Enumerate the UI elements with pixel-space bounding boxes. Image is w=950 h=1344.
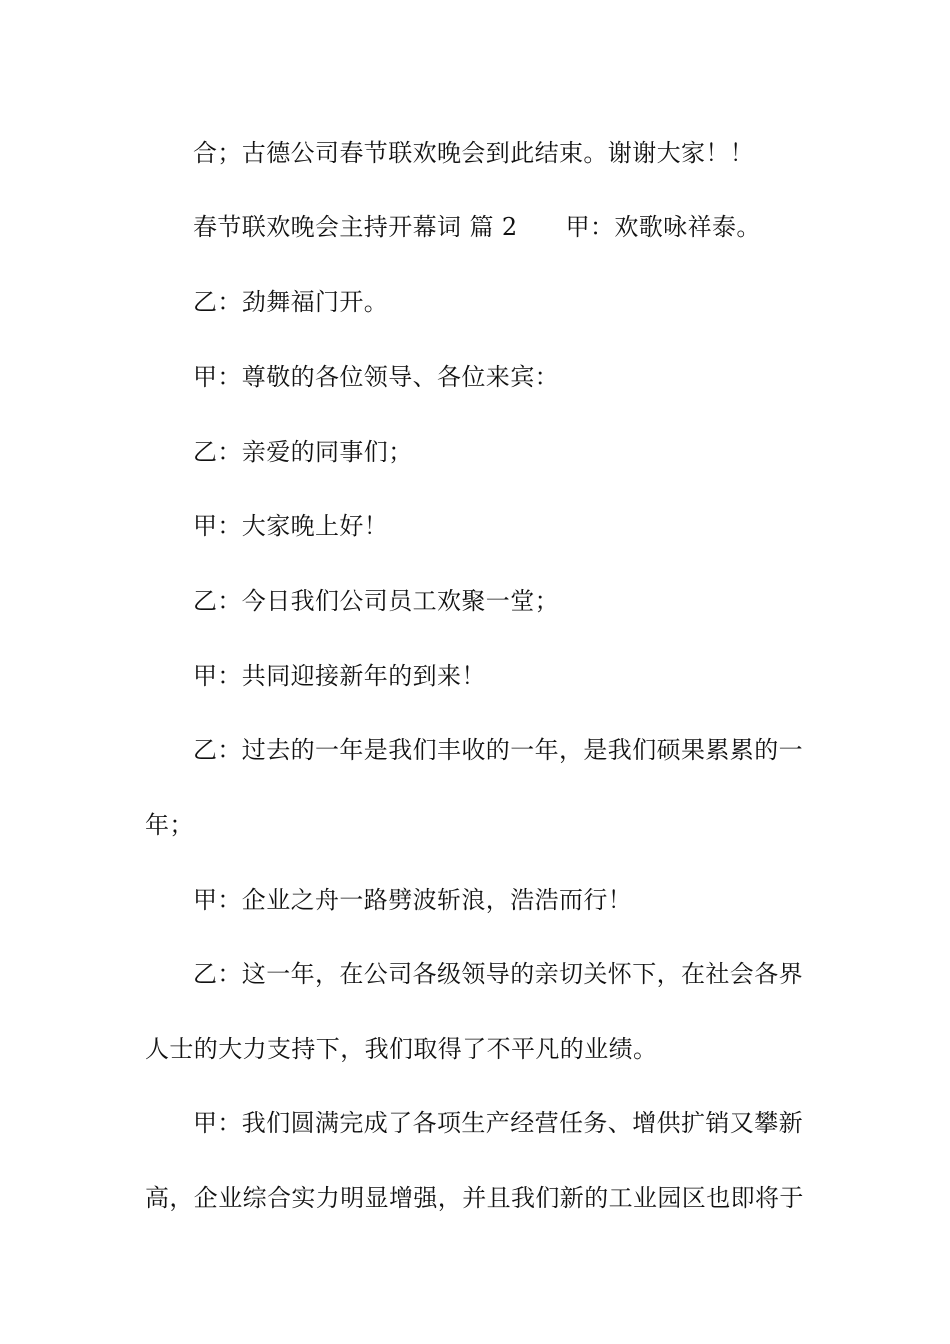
text-line: 甲：我们圆满完成了各项生产经营任务、增供扩销又攀新 — [193, 1109, 803, 1137]
section-number: 篇 2 — [469, 213, 518, 241]
text-line: 乙：亲爱的同事们； — [193, 438, 413, 466]
text-line: 甲：大家晚上好！ — [193, 512, 389, 540]
text-line: 年； — [145, 811, 194, 839]
text-line: 乙：过去的一年是我们丰收的一年，是我们硕果累累的一 — [193, 736, 803, 764]
text-line: 甲：共同迎接新年的到来！ — [193, 662, 486, 690]
text-line: 乙：劲舞福门开。 — [193, 288, 389, 316]
section-title: 春节联欢晚会主持开幕词 — [193, 213, 462, 241]
text-line: 乙：这一年，在公司各级领导的亲切关怀下，在社会各界 — [193, 960, 803, 988]
text-line: 甲：企业之舟一路劈波斩浪，浩浩而行！ — [193, 886, 633, 914]
text-line: 甲：尊敬的各位领导、各位来宾： — [193, 363, 559, 391]
text-line: 高，企业综合实力明显增强，并且我们新的工业园区也即将于 — [145, 1184, 804, 1212]
text-line: 乙：今日我们公司员工欢聚一堂； — [193, 587, 559, 615]
text-line: 人士的大力支持下，我们取得了不平凡的业绩。 — [145, 1035, 658, 1063]
section-heading-line — [193, 212, 873, 242]
text-line: 甲：欢歌咏祥泰。 — [565, 213, 761, 241]
text-line: 合；古德公司春节联欢晚会到此结束。谢谢大家！！ — [193, 139, 755, 167]
